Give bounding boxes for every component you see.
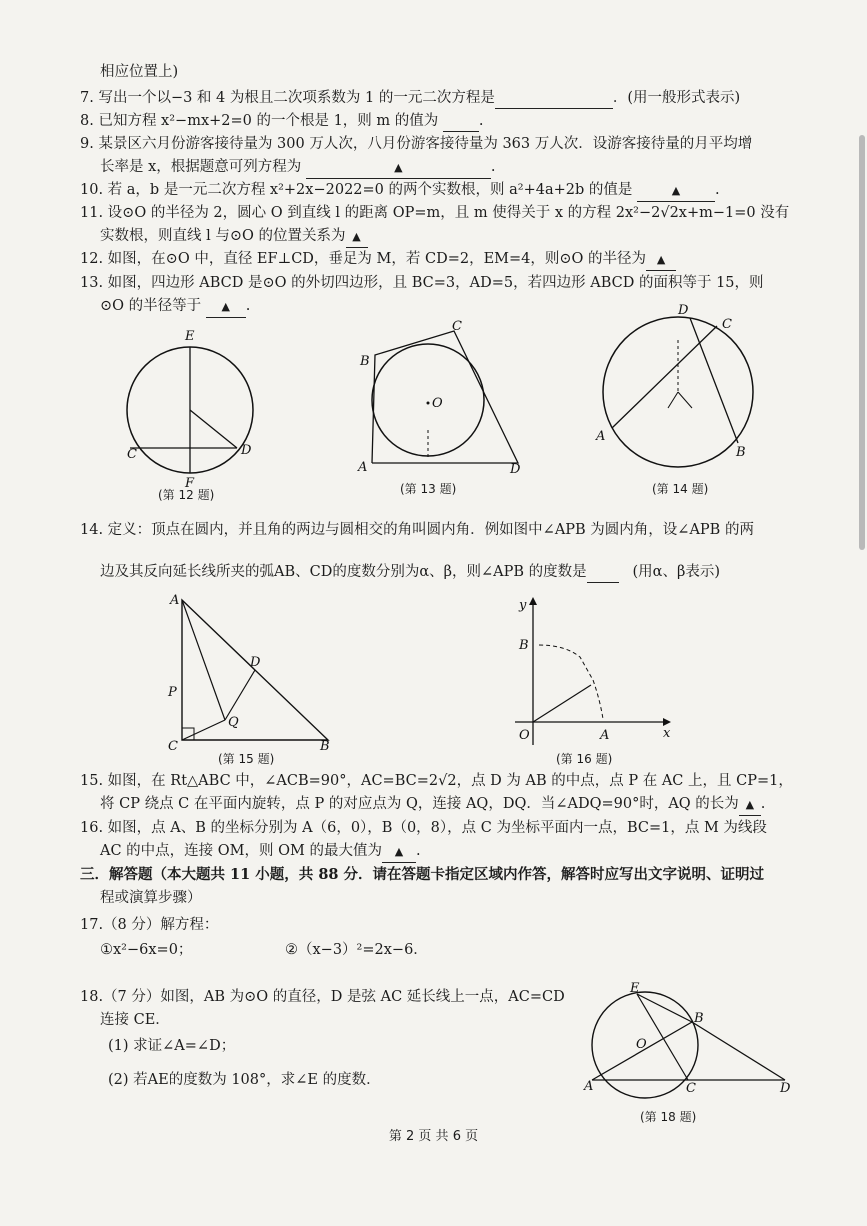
svg-text:A: A <box>600 728 610 743</box>
svg-text:B: B <box>736 445 746 460</box>
svg-text:C: C <box>722 317 732 332</box>
question-8: 8. 已知方程 x²−mx+2=0 的一个根是 1，则 m 的值为 . <box>80 111 484 132</box>
figure-12-diagram <box>115 322 265 497</box>
svg-text:B: B <box>694 1011 704 1026</box>
question-10: 10. 若 a，b 是一元二次方程 x²+2x−2022=0 的两个实数根，则 a²+4a+2b 的值是 ▲ . <box>80 180 720 202</box>
caption-12: (第 12 题) <box>158 488 215 502</box>
svg-text:C: C <box>127 447 137 462</box>
answer-blank <box>587 562 619 583</box>
caption-14: (第 14 题) <box>652 482 709 496</box>
svg-text:D: D <box>241 443 252 458</box>
svg-text:B: B <box>519 638 529 653</box>
svg-text:A: A <box>596 429 606 444</box>
svg-text:C: C <box>168 739 178 754</box>
figure-13-diagram <box>350 315 540 480</box>
figure-15-diagram <box>160 590 345 755</box>
question-17-part2: ②（x−3）²=2x−6． <box>285 942 428 958</box>
answer-blank: ▲ <box>346 226 368 248</box>
figure-14 <box>592 300 762 479</box>
question-14: 14. 定义：顶点在圆内，并且角的两边与圆相交的角叫圆内角．例如图中∠APB 为圆内角，设∠APB 的两 <box>80 522 754 538</box>
svg-text:A: A <box>358 460 368 475</box>
svg-text:O: O <box>636 1037 647 1052</box>
figure-16 <box>505 595 680 759</box>
question-17-part1: ①x²−6x=0； <box>100 942 193 958</box>
svg-text:D: D <box>780 1081 791 1096</box>
answer-blank: ▲ <box>206 296 246 318</box>
answer-blank: ▲ <box>637 180 715 202</box>
caption-13: (第 13 题) <box>400 482 457 496</box>
svg-text:D: D <box>250 655 261 670</box>
question-16: 16. 如图，点 A、B 的坐标分别为 A（6，0），B（0，8），点 C 为坐标平面内一点，BC=1，点 M 为线段 <box>80 820 767 836</box>
figure-18-diagram <box>580 980 800 1105</box>
question-18-part2: (2) 若AE的度数为 108°，求∠E 的度数． <box>108 1072 381 1088</box>
answer-blank <box>495 88 613 109</box>
question-18-part1: (1) 求证∠A=∠D； <box>108 1038 236 1054</box>
figure-16-diagram <box>505 595 680 755</box>
question-18: 18.（7 分）如图，AB 为⊙O 的直径，D 是弦 AC 延长线上一点，AC=CD <box>80 989 565 1005</box>
question-15: 15. 如图，在 Rt△ABC 中，∠ACB=90°，AC=BC=2√2，点 D 为 AB 的中点，点 P 在 AC 上，且 CP=1， <box>80 773 793 789</box>
answer-blank: ▲ <box>646 249 676 271</box>
figure-12 <box>115 322 265 501</box>
svg-text:C: C <box>686 1081 696 1096</box>
svg-text:P: P <box>168 685 177 700</box>
svg-text:y: y <box>519 598 527 613</box>
answer-blank: ▲ <box>382 841 416 863</box>
svg-text:O: O <box>519 728 530 743</box>
svg-text:A: A <box>170 593 180 608</box>
question-9-cont: 长率是 x，根据题意可列方程为 ▲ . <box>100 157 496 179</box>
answer-blank <box>443 111 479 132</box>
svg-text:F: F <box>185 476 195 491</box>
svg-text:D: D <box>510 462 521 477</box>
figure-13 <box>350 315 540 484</box>
question-13-cont: ⊙O 的半径等于 ▲ . <box>100 296 250 318</box>
svg-text:B: B <box>360 354 370 369</box>
question-16-cont: AC 的中点，连接 OM，则 OM 的最大值为 ▲ . <box>100 841 421 863</box>
question-12: 12. 如图，在⊙O 中，直径 EF⊥CD，垂足为 M，若 CD=2，EM=4，则⊙O 的半径为 ▲ <box>80 249 676 271</box>
page-footer: 第 2 页 共 6 页 <box>388 1129 479 1144</box>
svg-text:C: C <box>452 319 462 334</box>
question-11-cont: 实数根，则直线 l 与⊙O 的位置关系为 ▲ <box>100 226 368 248</box>
svg-text:A: A <box>584 1079 594 1094</box>
answer-blank: ▲ <box>306 157 491 179</box>
scrollbar[interactable] <box>859 135 865 550</box>
svg-text:E: E <box>630 981 640 996</box>
answer-blank: ▲ <box>739 794 761 816</box>
question-15-cont: 将 CP 绕点 C 在平面内旋转，点 P 的对应点为 Q，连接 AQ，DQ．当∠ADQ=90°时，AQ 的长为 ▲ . <box>100 794 765 816</box>
prev-question-tail: 相应位置上) <box>100 64 179 80</box>
svg-text:O: O <box>432 396 443 411</box>
question-11: 11. 设⊙O 的半径为 2，圆心 O 到直线 l 的距离 OP=m，且 m 使得关于 x 的方程 2x²−2√2x+m−1=0 没有 <box>80 205 790 221</box>
question-14-cont: 边及其反向延长线所夹的弧AB、CD的度数分别为α、β，则∠APB 的度数是 (用α、β表示) <box>100 562 720 583</box>
question-7: 7. 写出一个以−3 和 4 为根且二次项系数为 1 的一元二次方程是 ．(用一般形式表示) <box>80 88 740 109</box>
figure-15 <box>160 590 345 759</box>
caption-15: (第 15 题) <box>218 752 275 766</box>
figure-14-diagram <box>592 300 762 475</box>
caption-18: (第 18 题) <box>640 1110 697 1124</box>
caption-16: (第 16 题) <box>556 752 613 766</box>
section-3-heading: 三．解答题（本大题共 11 小题，共 88 分．请在答题卡指定区域内作答，解答时应写出文字说明、证明过 <box>80 866 765 883</box>
svg-text:D: D <box>678 303 689 318</box>
question-13: 13. 如图，四边形 ABCD 是⊙O 的外切四边形，且 BC=3，AD=5，若四边形 ABCD 的面积等于 15，则 <box>80 275 764 291</box>
svg-text:x: x <box>663 726 671 741</box>
question-18-cont: 连接 CE． <box>100 1012 170 1028</box>
question-9: 9. 某景区六月份游客接待量为 300 万人次，八月份游客接待量为 363 万人次．设游客接待量的月平均增 <box>80 136 753 152</box>
figure-18 <box>580 980 800 1109</box>
section-3-heading-cont: 程或演算步骤） <box>100 890 202 906</box>
svg-text:B: B <box>320 739 330 754</box>
svg-text:E: E <box>185 329 195 344</box>
question-17: 17.（8 分）解方程： <box>80 917 219 933</box>
svg-text:Q: Q <box>228 715 239 730</box>
